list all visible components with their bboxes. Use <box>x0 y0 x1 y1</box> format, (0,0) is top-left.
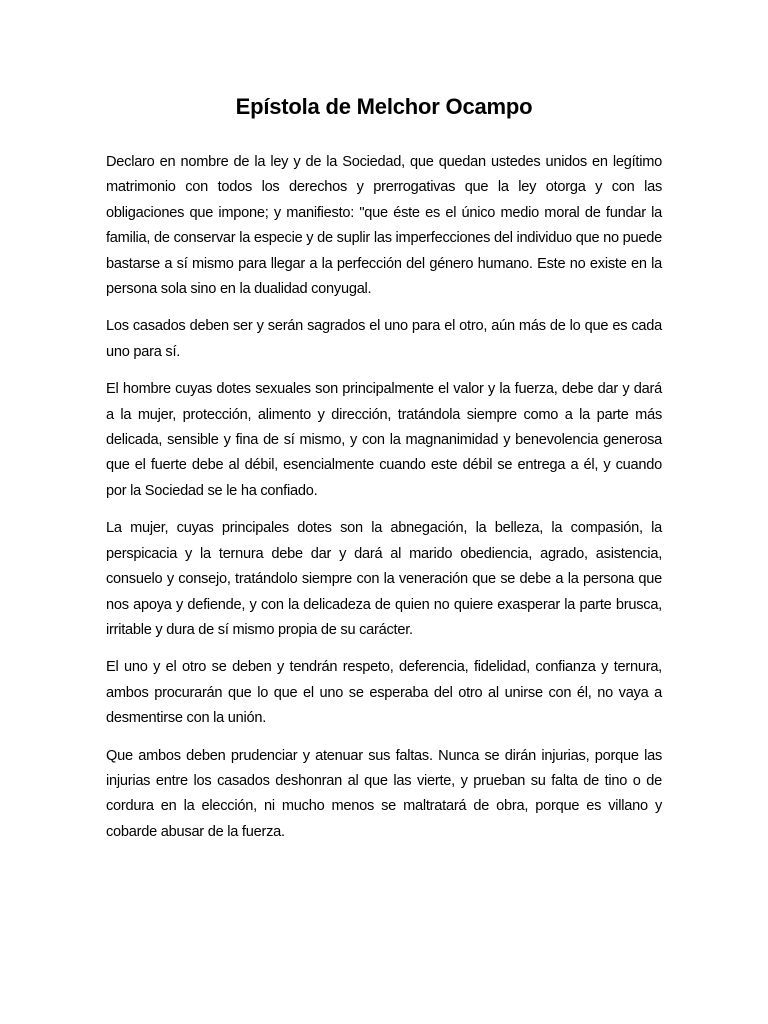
paragraph-3: El hombre cuyas dotes sexuales son principalmente el valor y la fuerza, debe dar y dará a la mujer, protección, alimento y dirección, tratándola siempre como a la parte más delicada, sensible y fina de sí mismo, y con la magnanimidad y benevolencia generosa que el fuerte debe al débil, esencialmente cuando este débil se entrega a él, y cuando por la Sociedad se le ha confiado. <box>106 381 662 499</box>
paragraph-6: Que ambos deben prudenciar y atenuar sus faltas. Nunca se dirán injurias, porque las injurias entre los casados deshonran al que las vierte, y prueban su falta de tino o de cordura en la elección, ni mucho menos se maltratará de obra, porque es villano y cobarde abusar de la fuerza. <box>106 747 662 840</box>
paragraph-5: El uno y el otro se deben y tendrán respeto, deferencia, fidelidad, confianza y ternura, ambos procurarán que lo que el uno se esperaba del otro al unirse con él, no vaya a desmentirse con la unión. <box>106 659 662 727</box>
document-page <box>106 92 662 857</box>
document-title: Epístola de Melchor Ocampo <box>235 94 533 119</box>
paragraph-1: Declaro en nombre de la ley y de la Sociedad, que quedan ustedes unidos en legítimo matrimonio con todos los derechos y prerrogativas que la ley otorga y con las obligaciones que impone; y manifiesto: "que éste es el único medio moral de fundar la familia, de conservar la especie y de suplir las imperfecciones del individuo que no puede bastarse a sí mismo para llegar a la perfección del género humano. Este no existe en la persona sola sino en la dualidad conyugal. <box>106 154 662 298</box>
paragraph-4: La mujer, cuyas principales dotes son la abnegación, la belleza, la compasión, la perspicacia y la ternura debe dar y dará al marido obediencia, agrado, asistencia, consuelo y consejo, tratándolo siempre con la veneración que se debe a la persona que nos apoya y defiende, y con la delicadeza de quien no quiere exasperar la parte brusca, irritable y dura de sí mismo propia de su carácter. <box>106 520 662 638</box>
paragraph-2: Los casados deben ser y serán sagrados el uno para el otro, aún más de lo que es cada uno para sí. <box>106 318 662 360</box>
